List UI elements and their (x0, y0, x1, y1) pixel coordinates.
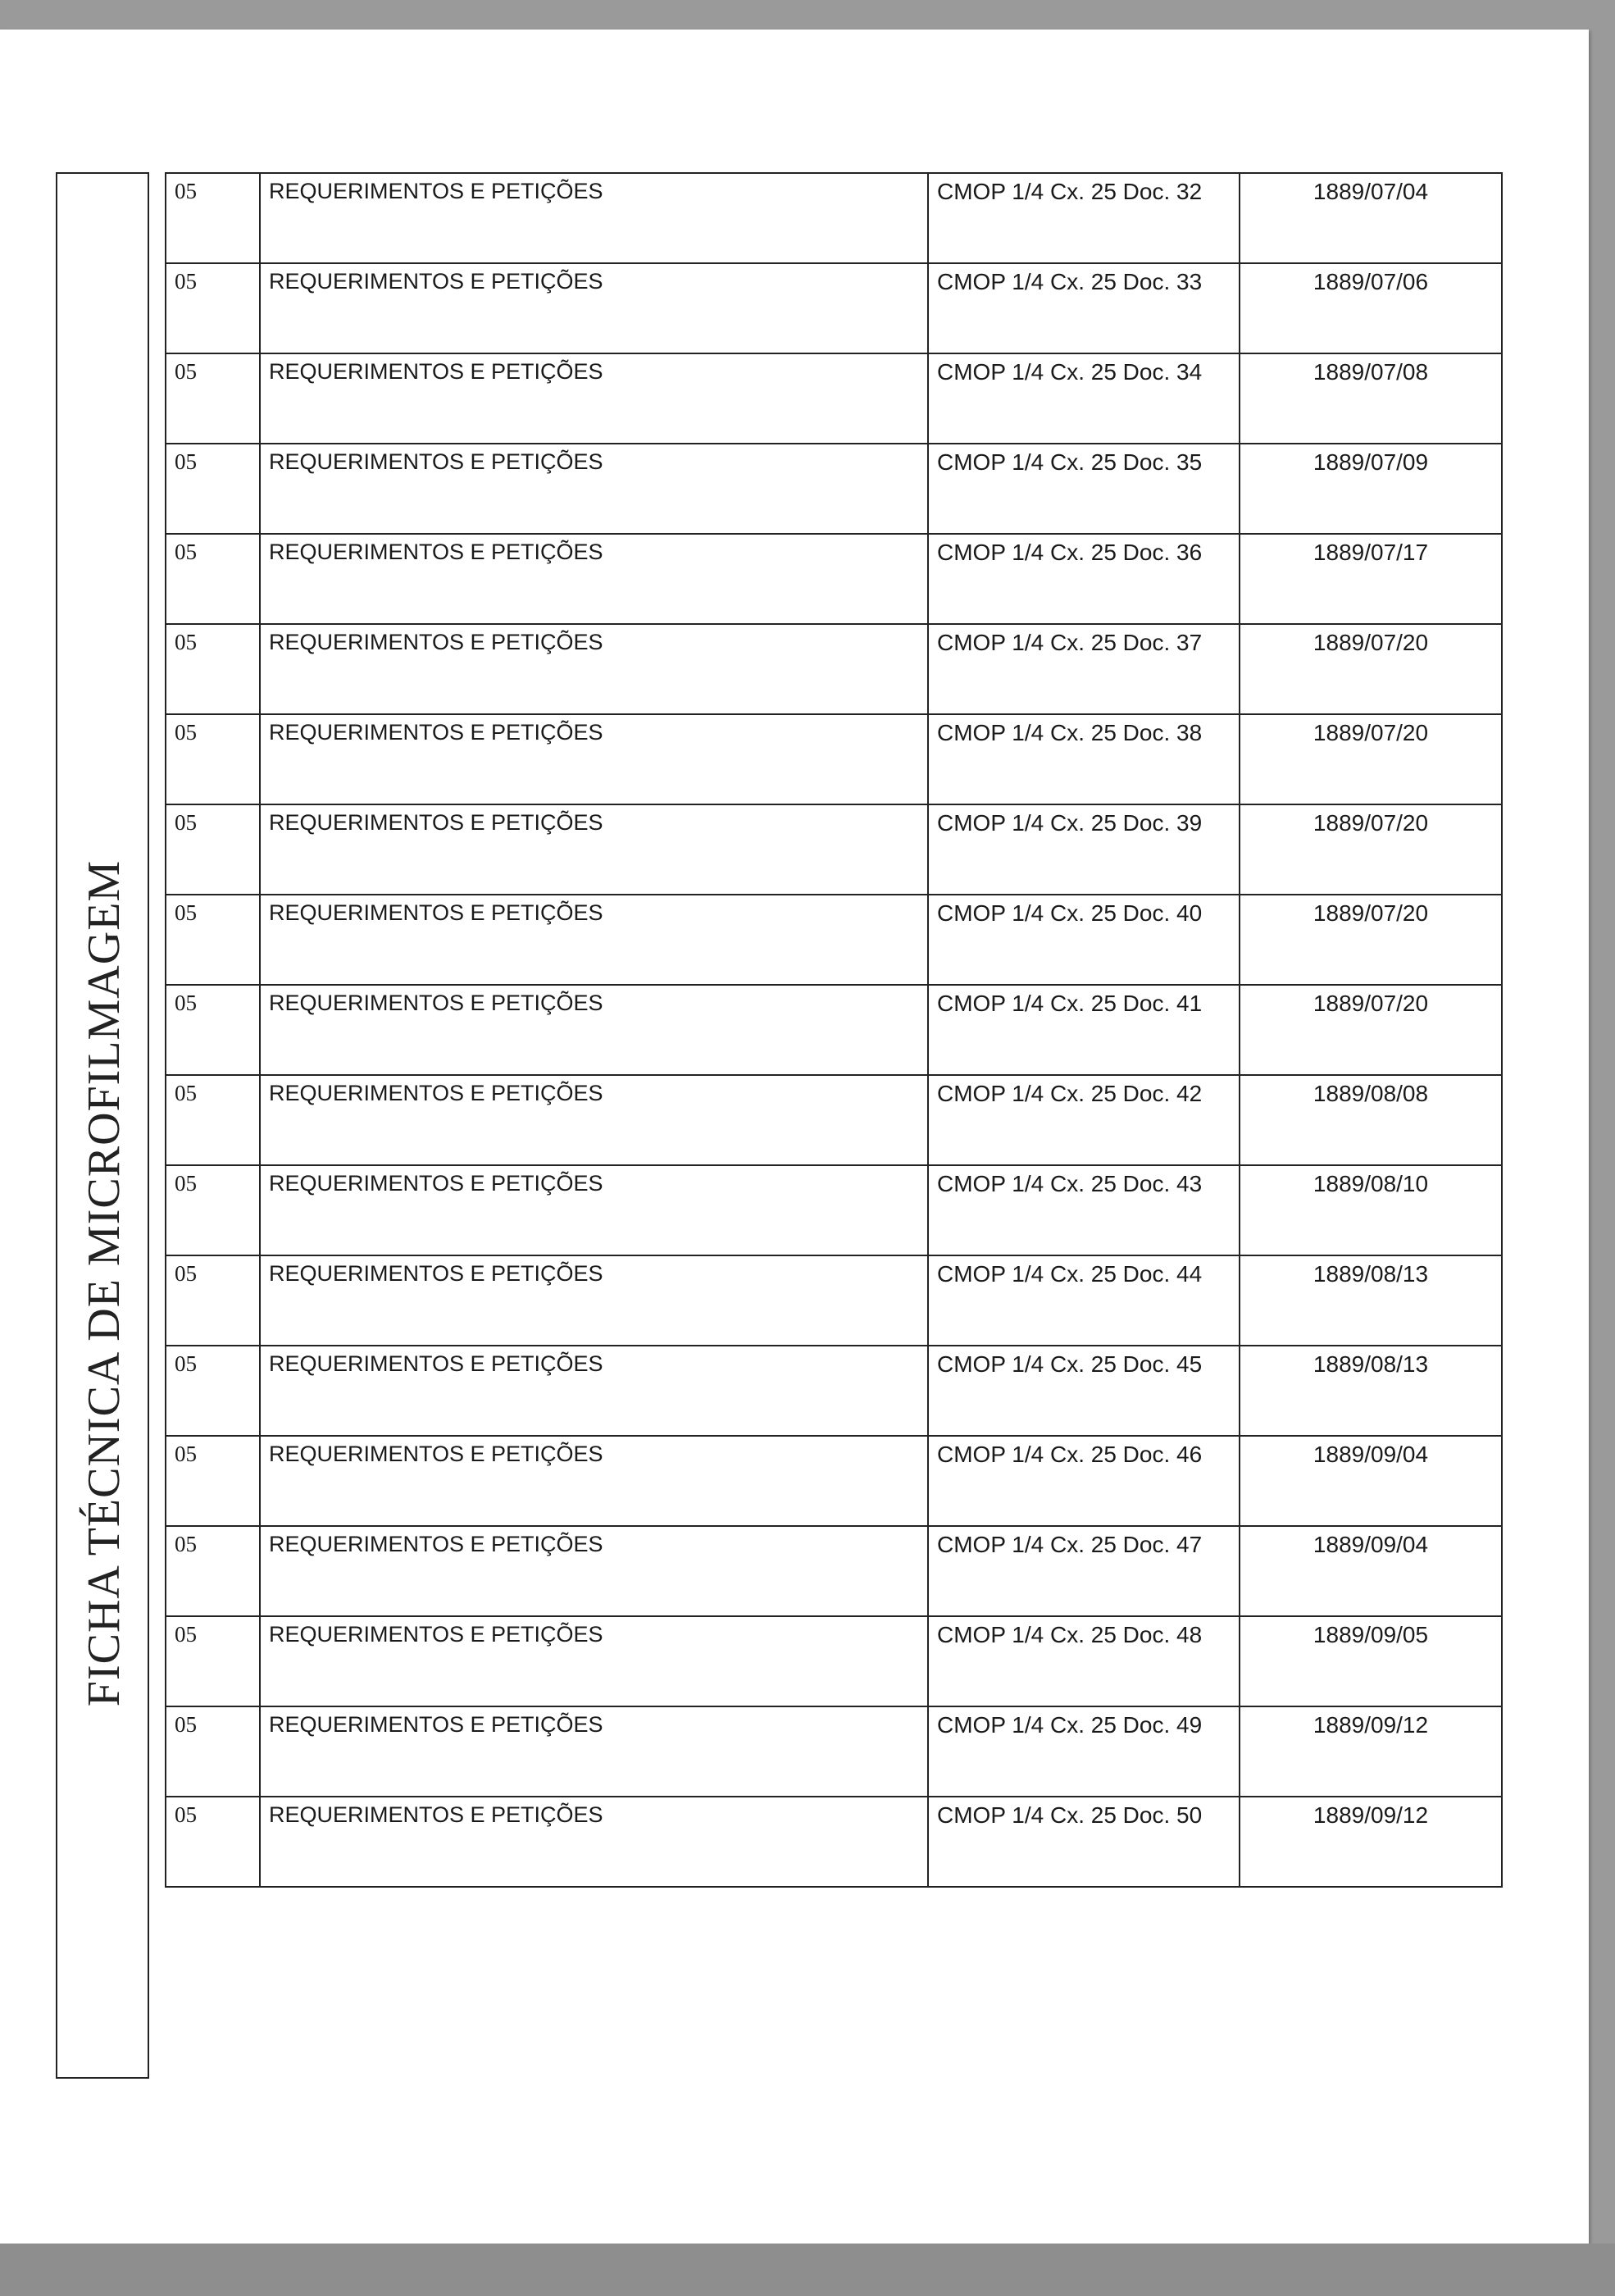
record-code: 05 (166, 444, 260, 534)
table-row (166, 1797, 1502, 1887)
record-code: 05 (166, 1616, 260, 1706)
table-row (166, 1436, 1502, 1526)
table-row (166, 895, 1502, 985)
record-description: REQUERIMENTOS E PETIÇÕES (260, 1706, 928, 1797)
sidebar-title: FICHA TÉCNICA DE MICROFILMAGEM (79, 859, 130, 1707)
record-description: REQUERIMENTOS E PETIÇÕES (260, 263, 928, 353)
record-code: 05 (166, 173, 260, 263)
record-date: 1889/09/12 (1240, 1797, 1502, 1887)
record-reference: CMOP 1/4 Cx. 25 Doc. 47 (928, 1526, 1240, 1616)
records-table (165, 172, 1503, 1888)
table-row (166, 1346, 1502, 1436)
record-code: 05 (166, 714, 260, 804)
record-code: 05 (166, 804, 260, 895)
record-reference: CMOP 1/4 Cx. 25 Doc. 46 (928, 1436, 1240, 1526)
table-row (166, 624, 1502, 714)
record-date: 1889/07/20 (1240, 895, 1502, 985)
record-date: 1889/08/10 (1240, 1165, 1502, 1255)
record-description: REQUERIMENTOS E PETIÇÕES (260, 804, 928, 895)
record-date: 1889/07/20 (1240, 624, 1502, 714)
record-date: 1889/08/08 (1240, 1075, 1502, 1165)
record-reference: CMOP 1/4 Cx. 25 Doc. 38 (928, 714, 1240, 804)
record-description: REQUERIMENTOS E PETIÇÕES (260, 1255, 928, 1346)
table-row (166, 804, 1502, 895)
record-description: REQUERIMENTOS E PETIÇÕES (260, 985, 928, 1075)
table-row (166, 1255, 1502, 1346)
record-code: 05 (166, 1706, 260, 1797)
record-reference: CMOP 1/4 Cx. 25 Doc. 50 (928, 1797, 1240, 1887)
record-date: 1889/07/20 (1240, 804, 1502, 895)
record-description: REQUERIMENTOS E PETIÇÕES (260, 1436, 928, 1526)
record-code: 05 (166, 263, 260, 353)
record-code: 05 (166, 985, 260, 1075)
record-date: 1889/09/12 (1240, 1706, 1502, 1797)
record-description: REQUERIMENTOS E PETIÇÕES (260, 534, 928, 624)
record-description: REQUERIMENTOS E PETIÇÕES (260, 1526, 928, 1616)
record-description: REQUERIMENTOS E PETIÇÕES (260, 1616, 928, 1706)
record-reference: CMOP 1/4 Cx. 25 Doc. 32 (928, 173, 1240, 263)
record-date: 1889/08/13 (1240, 1346, 1502, 1436)
record-reference: CMOP 1/4 Cx. 25 Doc. 34 (928, 353, 1240, 444)
record-description: REQUERIMENTOS E PETIÇÕES (260, 895, 928, 985)
record-code: 05 (166, 353, 260, 444)
record-date: 1889/09/05 (1240, 1616, 1502, 1706)
record-description: REQUERIMENTOS E PETIÇÕES (260, 173, 928, 263)
record-reference: CMOP 1/4 Cx. 25 Doc. 43 (928, 1165, 1240, 1255)
record-date: 1889/07/06 (1240, 263, 1502, 353)
record-date: 1889/07/20 (1240, 985, 1502, 1075)
table-row (166, 1706, 1502, 1797)
record-reference: CMOP 1/4 Cx. 25 Doc. 36 (928, 534, 1240, 624)
record-reference: CMOP 1/4 Cx. 25 Doc. 49 (928, 1706, 1240, 1797)
record-description: REQUERIMENTOS E PETIÇÕES (260, 444, 928, 534)
record-description: REQUERIMENTOS E PETIÇÕES (260, 1346, 928, 1436)
sidebar-frame (56, 172, 149, 2079)
record-date: 1889/07/04 (1240, 173, 1502, 263)
record-code: 05 (166, 1165, 260, 1255)
record-date: 1889/07/09 (1240, 444, 1502, 534)
record-code: 05 (166, 1075, 260, 1165)
record-reference: CMOP 1/4 Cx. 25 Doc. 41 (928, 985, 1240, 1075)
table-row (166, 1526, 1502, 1616)
table-row (166, 1616, 1502, 1706)
record-code: 05 (166, 1797, 260, 1887)
record-description: REQUERIMENTOS E PETIÇÕES (260, 1797, 928, 1887)
record-code: 05 (166, 1526, 260, 1616)
table-row (166, 263, 1502, 353)
table-row (166, 1165, 1502, 1255)
record-reference: CMOP 1/4 Cx. 25 Doc. 42 (928, 1075, 1240, 1165)
table-row (166, 985, 1502, 1075)
record-reference: CMOP 1/4 Cx. 25 Doc. 39 (928, 804, 1240, 895)
record-code: 05 (166, 895, 260, 985)
record-date: 1889/07/17 (1240, 534, 1502, 624)
record-reference: CMOP 1/4 Cx. 25 Doc. 40 (928, 895, 1240, 985)
record-description: REQUERIMENTOS E PETIÇÕES (260, 624, 928, 714)
record-date: 1889/09/04 (1240, 1436, 1502, 1526)
record-description: REQUERIMENTOS E PETIÇÕES (260, 353, 928, 444)
table-row (166, 444, 1502, 534)
record-description: REQUERIMENTOS E PETIÇÕES (260, 1075, 928, 1165)
record-reference: CMOP 1/4 Cx. 25 Doc. 48 (928, 1616, 1240, 1706)
record-code: 05 (166, 1436, 260, 1526)
scanner-margin (0, 2244, 1615, 2296)
record-reference: CMOP 1/4 Cx. 25 Doc. 45 (928, 1346, 1240, 1436)
record-description: REQUERIMENTOS E PETIÇÕES (260, 714, 928, 804)
table-row (166, 714, 1502, 804)
record-code: 05 (166, 1255, 260, 1346)
record-reference: CMOP 1/4 Cx. 25 Doc. 35 (928, 444, 1240, 534)
record-code: 05 (166, 624, 260, 714)
table-row (166, 173, 1502, 263)
record-code: 05 (166, 534, 260, 624)
record-reference: CMOP 1/4 Cx. 25 Doc. 44 (928, 1255, 1240, 1346)
table-row (166, 353, 1502, 444)
table-row (166, 534, 1502, 624)
table-row (166, 1075, 1502, 1165)
record-code: 05 (166, 1346, 260, 1436)
record-date: 1889/08/13 (1240, 1255, 1502, 1346)
record-reference: CMOP 1/4 Cx. 25 Doc. 37 (928, 624, 1240, 714)
record-reference: CMOP 1/4 Cx. 25 Doc. 33 (928, 263, 1240, 353)
record-date: 1889/09/04 (1240, 1526, 1502, 1616)
record-description: REQUERIMENTOS E PETIÇÕES (260, 1165, 928, 1255)
record-date: 1889/07/20 (1240, 714, 1502, 804)
record-date: 1889/07/08 (1240, 353, 1502, 444)
